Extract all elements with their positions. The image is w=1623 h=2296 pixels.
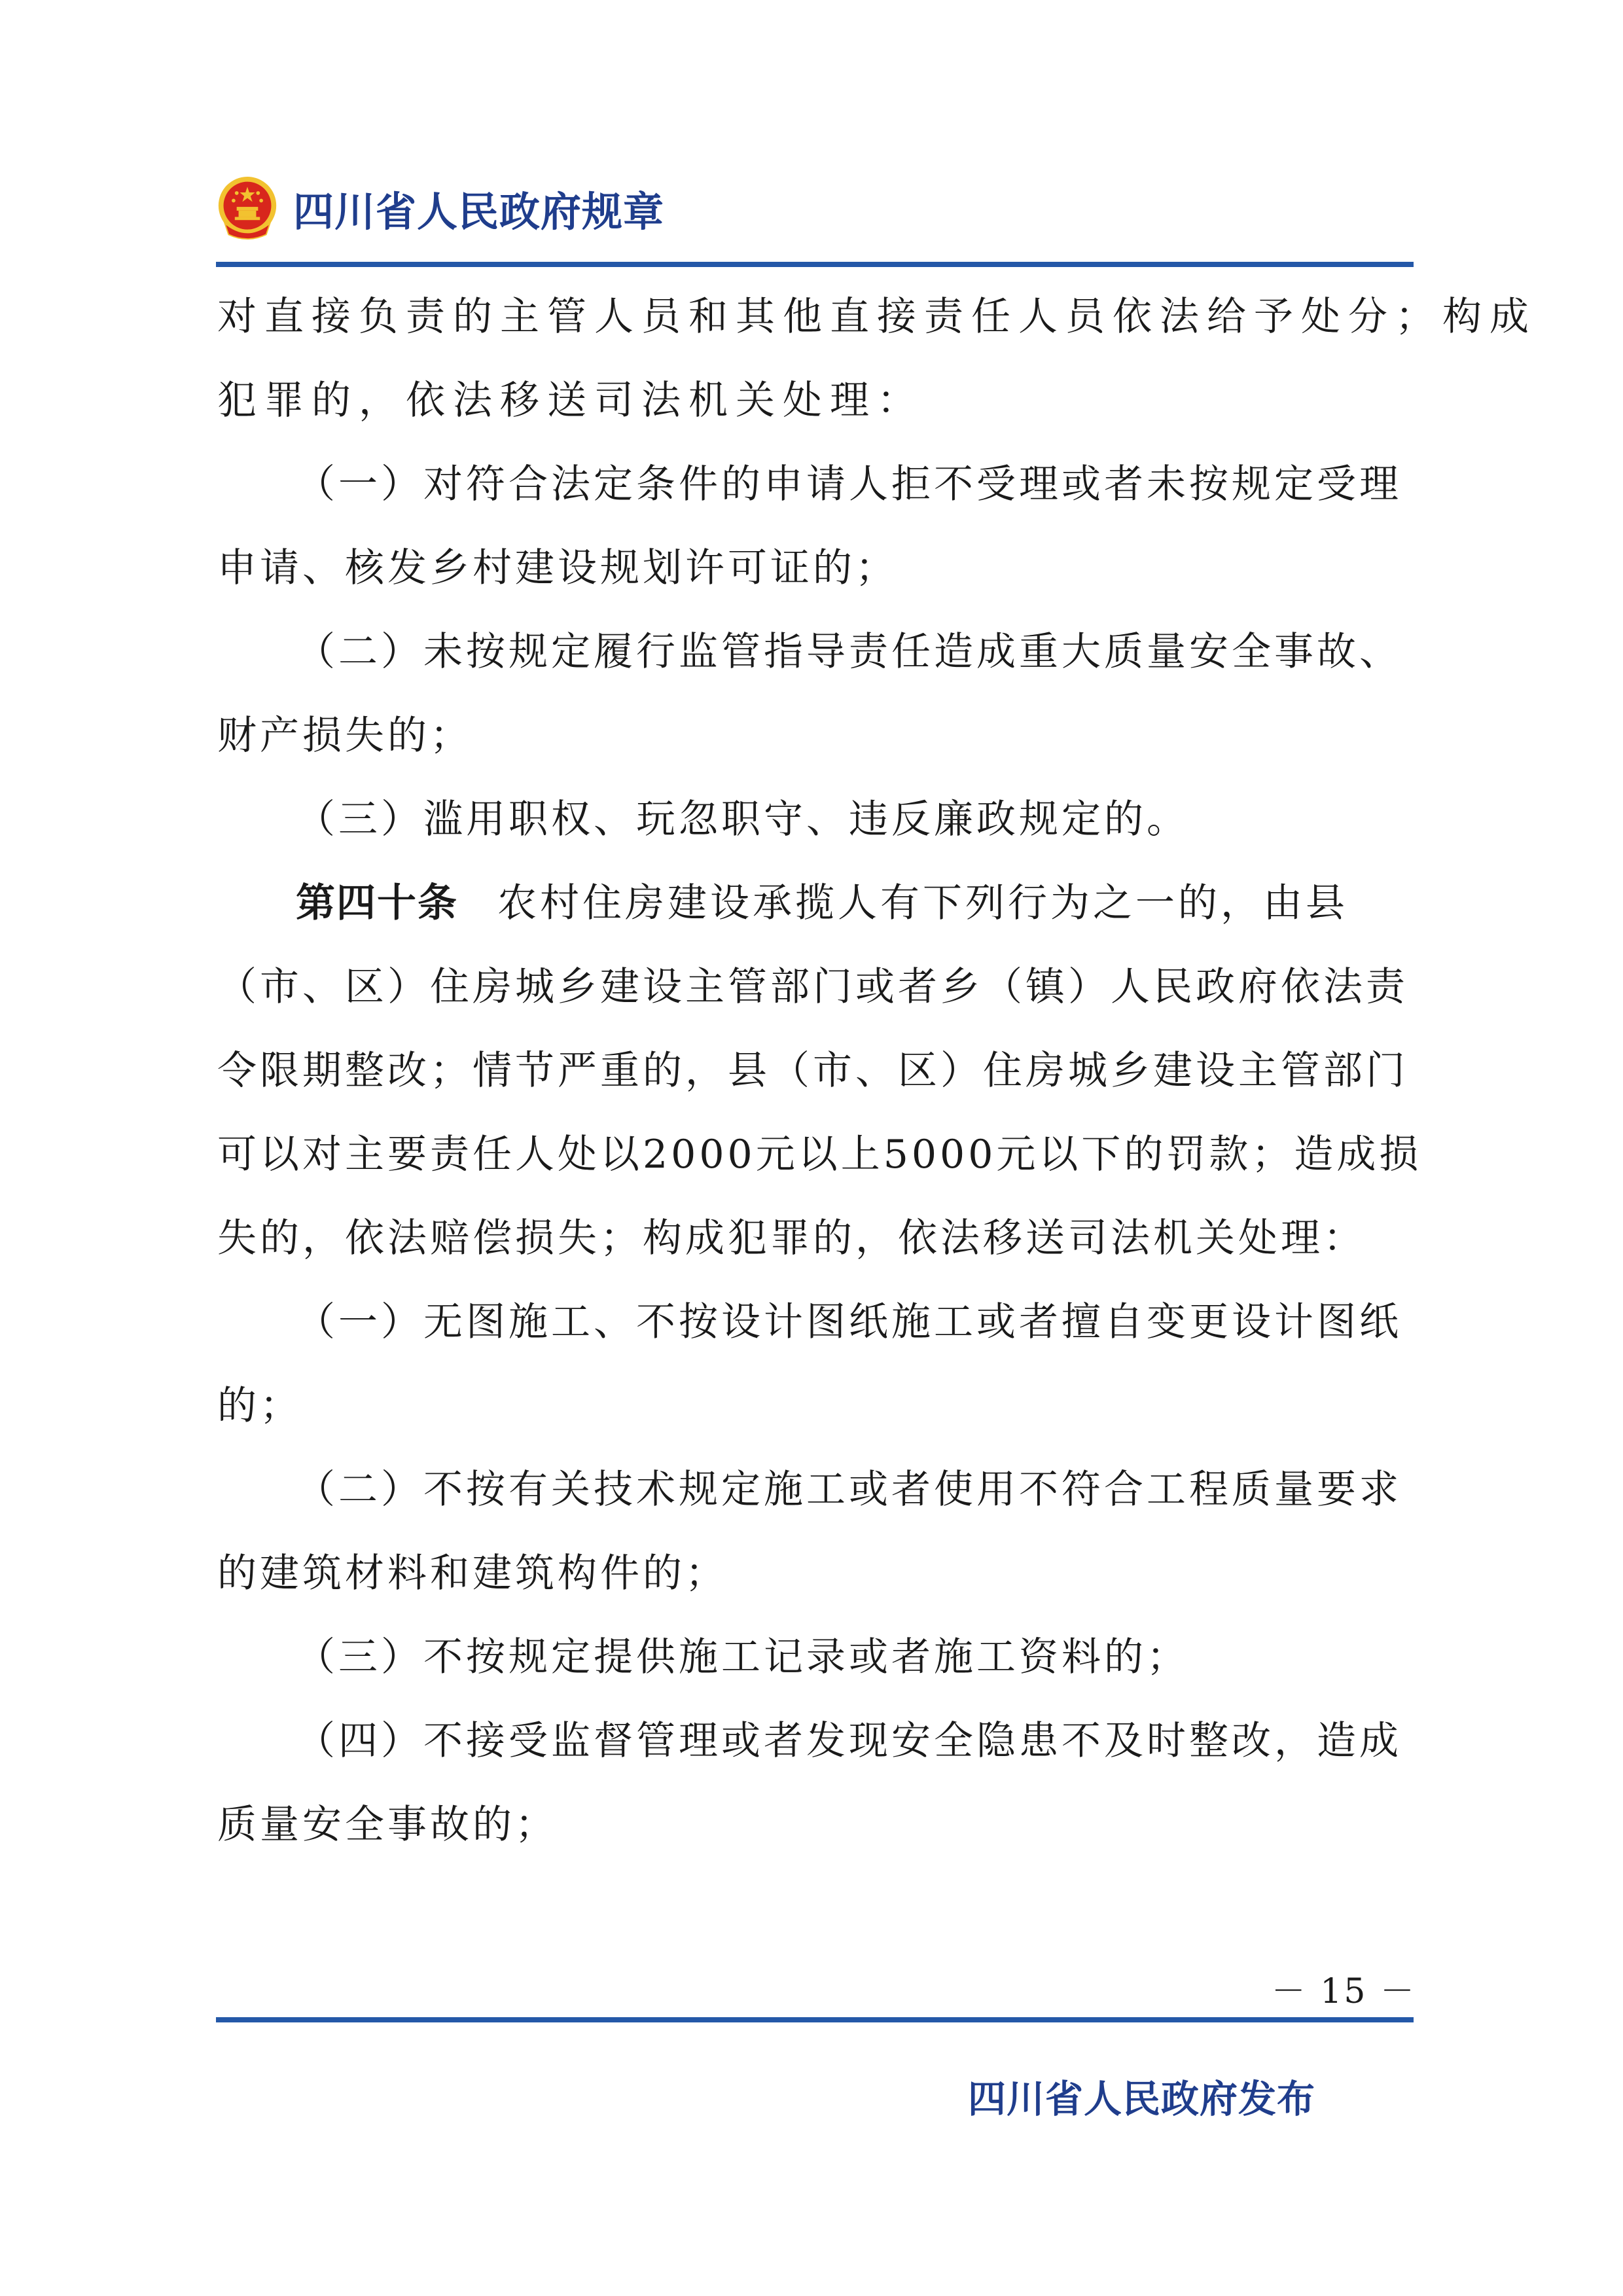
document-body bbox=[217, 275, 1537, 1867]
footer-rule bbox=[216, 2017, 1414, 2022]
text-line: 失的，依法赔偿损失；构成犯罪的，依法移送司法机关处理： bbox=[217, 1215, 1366, 1261]
text-line: （市、区）住房城乡建设主管部门或者乡（镇）人民政府依法责 bbox=[217, 964, 1408, 1010]
article-heading: 第四十条 bbox=[296, 880, 458, 926]
text-line: （一）对符合法定条件的申请人拒不受理或者未按规定受理 bbox=[296, 461, 1402, 507]
national-emblem-icon bbox=[216, 174, 279, 242]
text-line: 对直接负责的主管人员和其他直接责任人员依法给予处分；构成 bbox=[217, 294, 1537, 340]
text-line: 令限期整改；情节严重的，县（市、区）住房城乡建设主管部门 bbox=[217, 1048, 1408, 1094]
text-line: （三）不按规定提供施工记录或者施工资料的； bbox=[296, 1634, 1189, 1680]
header-rule bbox=[216, 262, 1414, 267]
text-line: 质量安全事故的； bbox=[217, 1802, 558, 1848]
header-title: 四川省人民政府规章 bbox=[293, 187, 665, 236]
article-first-line bbox=[217, 861, 1415, 945]
text-line: 的； bbox=[217, 1383, 302, 1429]
page-number: － 15 － bbox=[1271, 1972, 1416, 2011]
text-line: 财产损失的； bbox=[217, 713, 473, 759]
text-line: （二）未按规定履行监管指导责任造成重大质量安全事故、 bbox=[296, 629, 1402, 675]
text-line: 农村住房建设承揽人有下列行为之一的，由县 bbox=[497, 880, 1348, 926]
page-header bbox=[216, 169, 664, 247]
text-line: （四）不接受监督管理或者发现安全隐患不及时整改，造成 bbox=[296, 1718, 1402, 1764]
text-line: （一）无图施工、不按设计图纸施工或者擅自变更设计图纸 bbox=[296, 1299, 1402, 1345]
text-line: 的建筑材料和建筑构件的； bbox=[217, 1551, 728, 1596]
text-line: （三）滥用职权、玩忽职守、违反廉政规定的。 bbox=[296, 797, 1189, 842]
text-line: 犯罪的，依法移送司法机关处理： bbox=[217, 378, 924, 423]
text-line: 可以对主要责任人处以2000元以上5000元以下的罚款；造成损 bbox=[217, 1132, 1422, 1177]
text-line: （二）不按有关技术规定施工或者使用不符合工程质量要求 bbox=[296, 1467, 1402, 1513]
text-line: 申请、核发乡村建设规划许可证的； bbox=[217, 545, 898, 591]
footer-publisher: 四川省人民政府发布 bbox=[967, 2077, 1315, 2121]
